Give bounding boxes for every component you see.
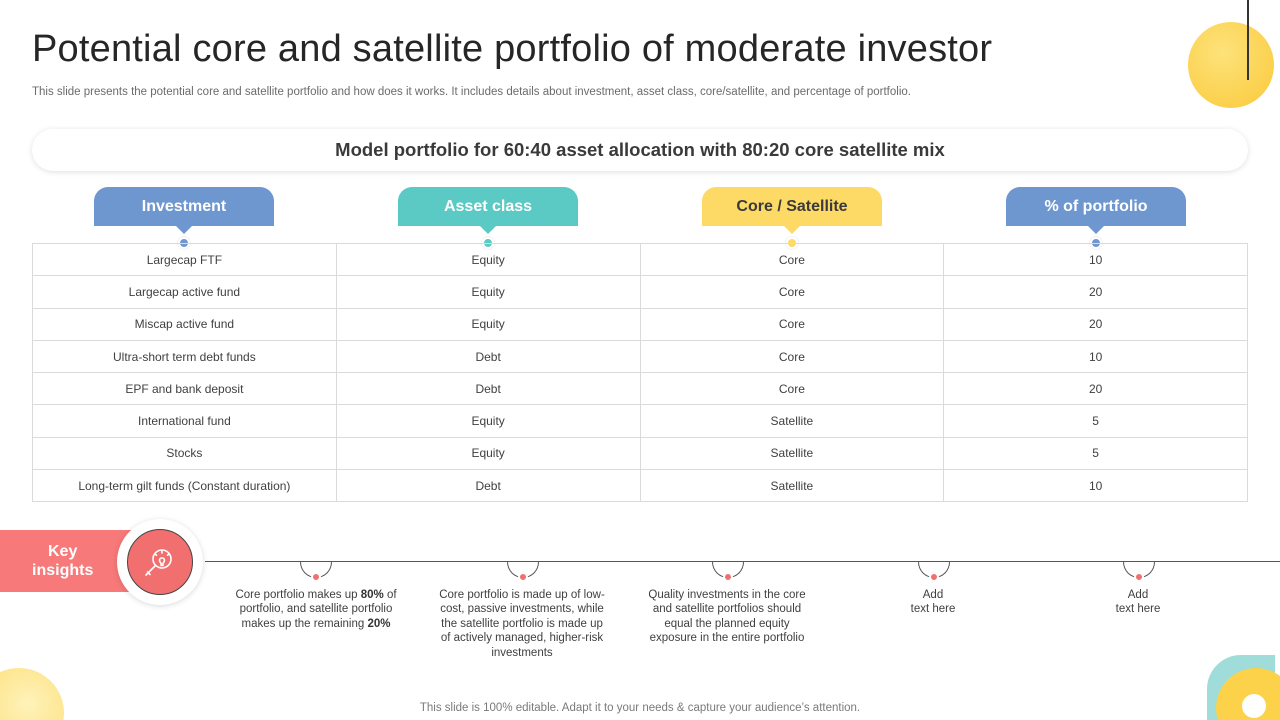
insight-placeholder <box>1053 588 1223 617</box>
table-row <box>33 373 1248 405</box>
timeline-dot <box>1134 572 1144 582</box>
table-cell: EPF and bank deposit <box>33 373 337 405</box>
header-percent-portfolio: % of portfolio <box>1006 187 1186 226</box>
insight-text <box>231 588 401 631</box>
header-investment: Investment <box>94 187 274 226</box>
table-cell: Long-term gilt funds (Constant duration) <box>33 470 337 502</box>
table-row <box>33 340 1248 372</box>
insight-highlight: 80% <box>360 589 384 601</box>
table-row <box>33 405 1248 437</box>
table-cell: Satellite <box>640 405 944 437</box>
insight-text-part: of portfolio, and satellite portfolio makes up the remaining <box>239 589 397 630</box>
table-row <box>33 308 1248 340</box>
decorative-circle-top-right <box>1188 22 1274 108</box>
table-cell: 10 <box>944 340 1248 372</box>
table-cell: Equity <box>336 405 640 437</box>
table-cell: Miscap active fund <box>33 308 337 340</box>
table-cell: Equity <box>336 276 640 308</box>
insight-text-part: text here <box>1115 603 1161 616</box>
table-cell: 10 <box>944 470 1248 502</box>
header-core-satellite: Core / Satellite <box>702 187 882 226</box>
key-insights-label <box>0 530 132 592</box>
table-row <box>33 437 1248 469</box>
page-subtitle: This slide presents the potential core and satellite portfolio and how does it works. It includes details about investment, asset class, core/satellite, and percentage of portfolio. <box>32 86 911 98</box>
table-cell: Equity <box>336 244 640 276</box>
insight-highlight: 20% <box>367 617 391 630</box>
timeline-dot <box>723 572 733 582</box>
table-cell: Largecap FTF <box>33 244 337 276</box>
key-insights-label-line: Key <box>47 543 78 560</box>
key-insights-label-line: insights <box>32 562 94 579</box>
timeline-dot <box>518 572 528 582</box>
lightbulb-search-icon <box>127 529 193 595</box>
table-cell: Debt <box>336 340 640 372</box>
table-cell: Satellite <box>640 470 944 502</box>
table-row <box>33 276 1248 308</box>
table-cell: Core <box>640 340 944 372</box>
table-cell: International fund <box>33 405 337 437</box>
table-cell: 20 <box>944 308 1248 340</box>
table-row <box>33 244 1248 276</box>
portfolio-table <box>32 243 1248 502</box>
table-cell: Satellite <box>640 437 944 469</box>
table-cell: 10 <box>944 244 1248 276</box>
table-cell: Core <box>640 244 944 276</box>
table-cell: Debt <box>336 470 640 502</box>
header-asset-class: Asset class <box>398 187 578 226</box>
insight-text-part: text here <box>910 603 956 616</box>
table-cell: 20 <box>944 276 1248 308</box>
insight-text-part: Add <box>1127 589 1149 601</box>
table-cell: Core <box>640 373 944 405</box>
table-cell: 20 <box>944 373 1248 405</box>
insight-text: Core portfolio is made up of low-cost, passive investments, while the satellite portfolio is made up of actively managed, higher-risk investments <box>439 589 605 659</box>
table-cell: 5 <box>944 405 1248 437</box>
table-cell: 5 <box>944 437 1248 469</box>
timeline-dot <box>311 572 321 582</box>
insight-text-part: Add <box>922 589 944 601</box>
table-cell: Debt <box>336 373 640 405</box>
table-cell: Stocks <box>33 437 337 469</box>
timeline-dot <box>929 572 939 582</box>
decorative-line-top-right <box>1247 0 1249 80</box>
table-cell: Core <box>640 308 944 340</box>
insight-placeholder <box>848 588 1018 617</box>
page-title: Potential core and satellite portfolio of moderate investor <box>32 28 993 70</box>
table-cell: Core <box>640 276 944 308</box>
insight-text: Quality investments in the core and satellite portfolios should equal the planned equity exposure in the entire portfolio <box>648 589 806 645</box>
table-cell: Largecap active fund <box>33 276 337 308</box>
table-cell: Equity <box>336 308 640 340</box>
table-cell: Ultra-short term debt funds <box>33 340 337 372</box>
table-cell: Equity <box>336 437 640 469</box>
insight-text-part: Core portfolio makes up <box>235 589 361 601</box>
footer-note: This slide is 100% editable. Adapt it to your needs & capture your audience’s attention. <box>419 702 861 714</box>
table-row <box>33 470 1248 502</box>
portfolio-banner: Model portfolio for 60:40 asset allocation with 80:20 core satellite mix <box>32 129 1248 171</box>
